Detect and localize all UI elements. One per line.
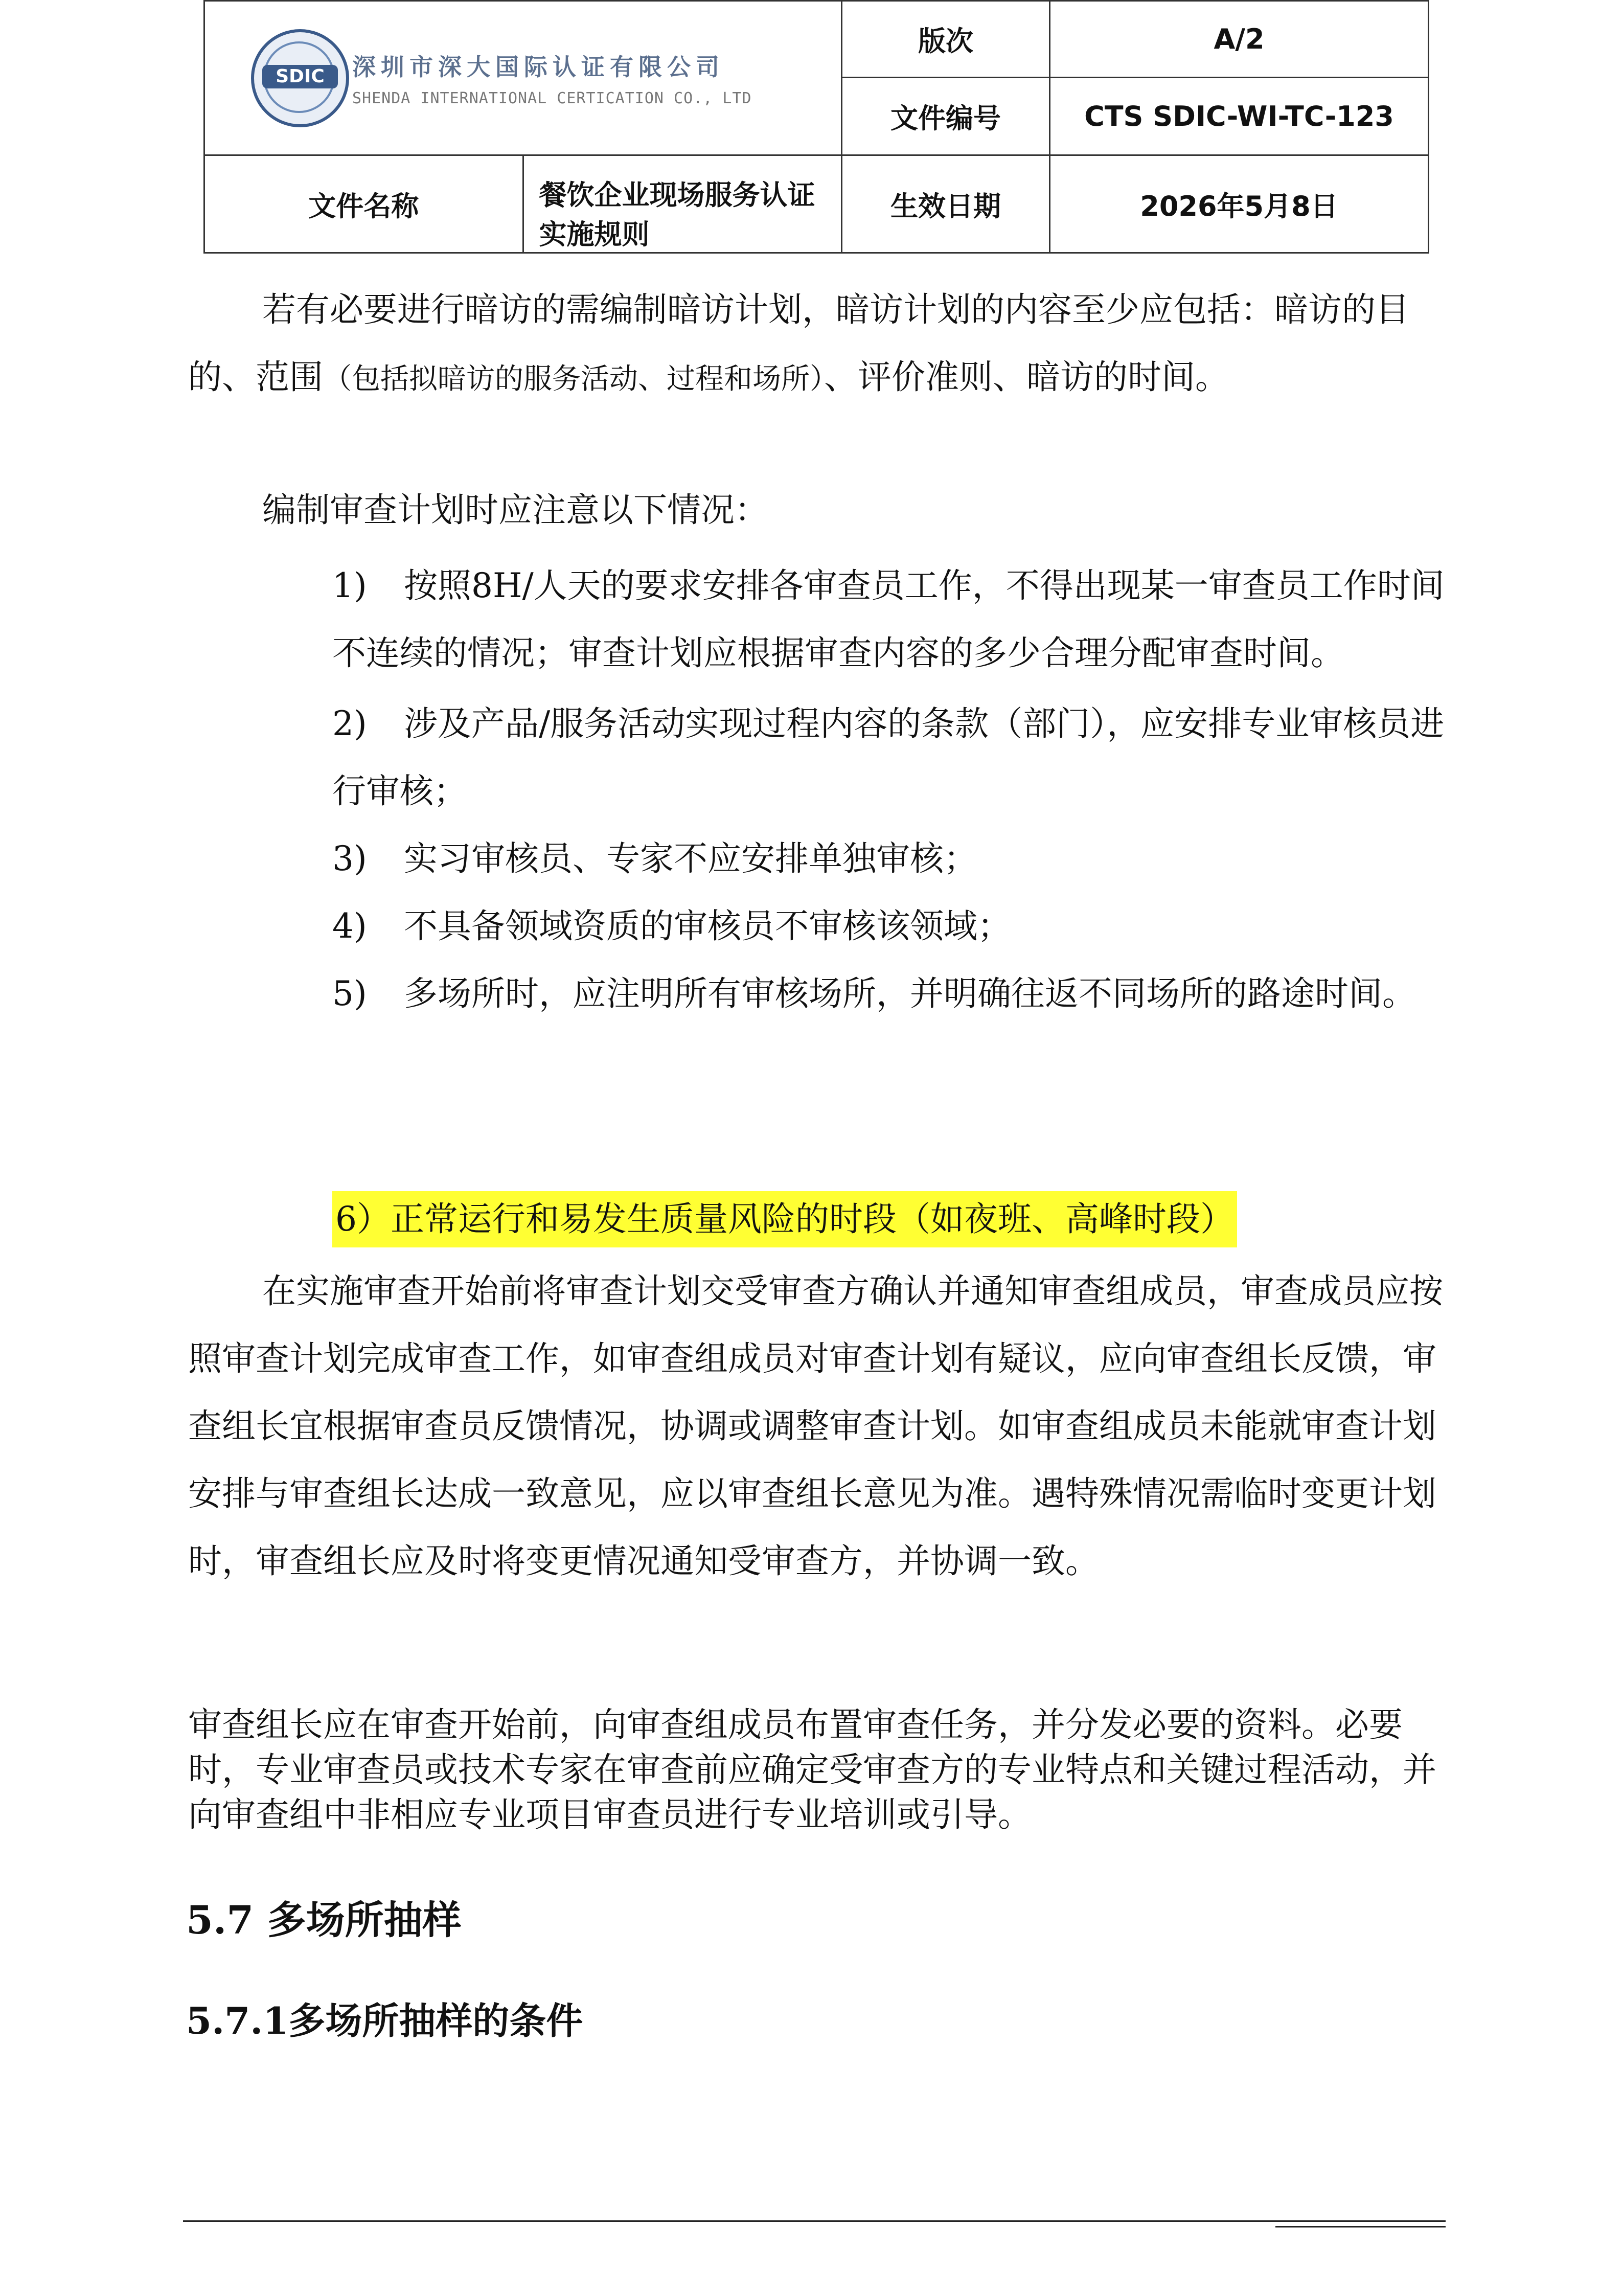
- docname-value: 餐饮企业现场服务认证实施规则: [523, 155, 842, 253]
- paragraph-task-assignment: 审查组长应在审查开始前，向审查组成员布置审查任务，并分发必要的资料。必要时，专业审查员或技术专家在审查前应确定受审查方的专业特点和关键过程活动，并向审查组中非相应专业项目审查员进行专业培训或引导。: [188, 1705, 1436, 1834]
- docname-label: 文件名称: [204, 155, 523, 253]
- docno-value: CTS SDIC-WI-TC-123: [1050, 78, 1429, 155]
- list-item: 4) 不具备领域资质的审核员不审核该领域；: [332, 906, 1011, 946]
- list-item: 2) 涉及产品/服务活动实现过程内容的条款（部门），应安排专业审核员进行审核；: [332, 704, 1445, 811]
- list-item: 3) 实习审核员、专家不应安排单独审核；: [332, 839, 977, 878]
- paragraph-plan-notes-intro: 编制审查计划时应注意以下情况：: [262, 490, 768, 530]
- list-item: 5) 多场所时，应注明所有审核场所，并明确往返不同场所的路途时间。: [332, 974, 1416, 1013]
- date-label: 生效日期: [842, 155, 1050, 253]
- plan-notes-list: [332, 552, 1447, 1028]
- footer-rule: [183, 2220, 1446, 2222]
- version-value: A/2: [1050, 1, 1429, 78]
- footer-rule-short: [1275, 2226, 1446, 2227]
- paragraph-covert-plan: 若有必要进行暗访的需编制暗访计划，暗访计划的内容至少应包括：暗访的目的、范围（包括拟暗访的服务活动、过程和场所）、评价准则、暗访的时间。: [188, 290, 1409, 397]
- docno-label: 文件编号: [842, 78, 1050, 155]
- subsection-heading: 5.7.1多场所抽样的条件: [186, 1999, 583, 2042]
- date-value: 2026年5月8日: [1050, 155, 1429, 253]
- list-item: 1) 按照8H/人天的要求安排各审查员工作，不得出现某一审查员工作时间不连续的情况；审查计划应根据审查内容的多少合理分配审查时间。: [332, 566, 1445, 673]
- company-logo-cell: [204, 1, 842, 155]
- section-heading: 5.7 多场所抽样: [186, 1897, 462, 1943]
- version-label: 版次: [842, 1, 1050, 78]
- paragraph-plan-confirmation: 在实施审查开始前将审查计划交受审查方确认并通知审查组成员，审查成员应按照审查计划完成审查工作，如审查组成员对审查计划有疑议，应向审查组长反馈，审查组长宜根据审查员反馈情况，协调或调整审查计划。如审查组成员未能就审查计划安排与审查组长达成一致意见，应以审查组长意见为准。遇特殊情况需临时变更计划时，审查组长应及时将变更情况通知受审查方，并协调一致。: [188, 1271, 1443, 1581]
- highlighted-list-item: 6）正常运行和易发生质量风险的时段（如夜班、高峰时段）: [332, 1191, 1237, 1247]
- company-name-cn: 深圳市深大国际认证有限公司: [352, 53, 724, 81]
- globe-logo-icon: [251, 29, 349, 127]
- logo-mark: SDIC: [262, 65, 338, 88]
- document-header-table: [203, 0, 1429, 254]
- company-name-en: SHENDA INTERNATIONAL CERTICATION CO., LTD: [352, 89, 752, 107]
